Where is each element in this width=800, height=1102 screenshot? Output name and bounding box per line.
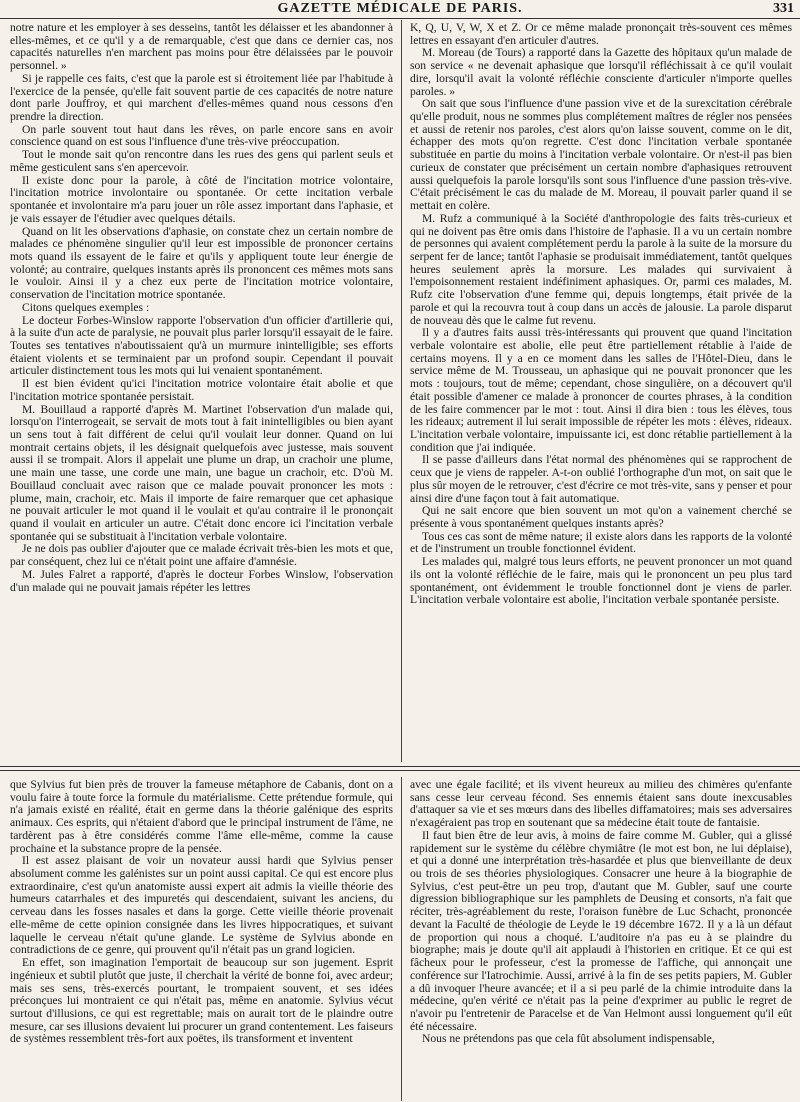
paragraph: K, Q, U, V, W, X et Z. Or ce même malade prononçait très-souvent ces mêmes lettres en essayant d'en articuler d'autres.: [410, 22, 792, 47]
paragraph: notre nature et les employer à ses desseins, tantôt les délaisser et les abandonner à elles-mêmes, et ce qu'il y a de remarquable, c'est que dans ce dernier cas, nos capacités naturelles n'en marchent pas moins pour être délaissées par le pouvoir personnel. »: [10, 22, 393, 73]
paragraph: que Sylvius fut bien près de trouver la fameuse métaphore de Cabanis, dont on a voulu faire à toute force la formule du matérialisme. Cette prétendue formule, qui n'a jamais existé en réalité, était en germe dans la théorie galénique des esprits animaux. Ces esprits, qui n'étaient d'abord que le principal instrument de l'âme, ne tardèrent pas à être considérés comme l'âme elle-même, comme la cause prochaine et la substance propre de la pensée.: [10, 779, 393, 855]
upper-right-column: [410, 22, 792, 760]
paragraph: avec une égale facilité; et ils vivent heureux au milieu des chimères qu'enfante sans cesse leur cerveau fécond. Ses ennemis étaient sans doute inexcusables d'attaquer sa vie et ses mœurs dans des libelles diffamatoires; mais ses adversaires n'exagéraient pas trop en soutenant que sa médecine était toute de fantaisie.: [410, 779, 792, 830]
paragraph: Les malades qui, malgré tous leurs efforts, ne peuvent prononcer un mot quand ils ont la volonté réfléchie de le faire, mais qui le prononcent un peu plus tard spontanément, ont évidemment le trouble fonctionnel dont je viens de parler. L'incitation verbale volontaire est abolie, l'incitation verbale spontanée persiste.: [410, 555, 792, 607]
paragraph: Il est assez plaisant de voir un novateur aussi hardi que Sylvius penser absolument comme les galénistes sur un point aussi capital. Ce qui est encore plus extraordinaire, c'est qu'un anatomiste aussi expert ait admis la vieille théorie des humeurs catarrhales et des impuretés qui descendaient, suivant les anciens, du cerveau dans les fosses nasales et dans la gorge. Cette vieille théorie provenait elle-même de cette opinion consignée dans les livres hippocratiques, et suivant laquelle le cerveau n'était qu'une glande. Le système de Sylvius abonde en contradictions de ce genre, qui prouvent qu'il n'était pas un grand logicien.: [10, 854, 393, 957]
feuilleton-rule-top: [0, 766, 800, 767]
lower-left-column: [10, 779, 393, 1100]
feuilleton-rule-bottom: [0, 770, 800, 771]
paragraph: Nous ne prétendons pas que cela fût absolument indispensable,: [422, 1032, 715, 1046]
paragraph: Citons quelques exemples :: [22, 300, 150, 314]
paragraph: En effet, son imagination l'emportait de beaucoup sur son jugement. Esprit ingénieux et subtil plutôt que juste, il cherchait la vérité de bonne foi, avec ardeur; mais ses sens, très-exercés pourtant, le trompaient souvent, et ses idées préconçues lui montraient ce qui n'était pas, même en anatomie. Sylvius vécut surtout d'illusions, ce qui est regrettable; mais on aurait tort de le plaindre outre mesure, car ses illusions devaient lui procurer un grand contentement. Les faiseurs de systèmes ressemblent très-fort aux poëtes, ils transforment et inventent: [10, 956, 393, 1046]
column-divider-top: [401, 20, 402, 762]
paragraph: M. Bouillaud a rapporté d'après M. Martinet l'observation d'un malade qui, lorsqu'on l'interrogeait, se servait de mots tout à fait inintelligibles ou bien ayant un sens tout à fait différent de celui qu'il voulait leur donner. Quand on lui montrait certains objets, il les désignait quelquefois avec justesse, mais souvent aussi il se trompait. Alors il appelait une plume un drap, un crachoir une plume, une main une tasse, une corde une main, une bague un crachoir, etc. D'où M. Bouillaud concluait avec raison que ce malade pouvait prononcer les mots : plume, main, crachoir, etc. Mais il importe de faire remarquer que cet aphasique ne pouvait articuler le mot quand il le voulait et qu'au contraire il le prononçait quand il voulait en articuler un autre. C'était donc encore ici l'incitation verbale spontanée qui se substituait à l'incitation verbale volontaire.: [10, 402, 393, 543]
paragraph: On parle souvent tout haut dans les rêves, on parle encore sans en avoir conscience quand on est sous l'influence d'une très-vive préoccupation.: [10, 122, 393, 149]
journal-title: GAZETTE MÉDICALE DE PARIS.: [277, 1, 523, 16]
paragraph: Qui ne sait encore que bien souvent un mot qu'on a vainement cherché se présente à vous spontanément quelques instants après?: [410, 504, 792, 531]
running-header: [0, 0, 800, 19]
page-number: 331: [773, 1, 794, 16]
paragraph: M. Rufz a communiqué à la Société d'anthropologie des faits très-curieux et qui ne doivent pas être omis dans l'histoire de l'aphasie. Il a vu un certain nombre de personnes qui avaient complétement perdu la parole à la suite de la morsure du serpent fer de lance; tantôt l'aphasie se produisait immédiatement, tantôt quelques heures seulement après la morsure. Les malades qui survivaient à l'empoisonnement restaient indéfiniment aphasiques. Or, parmi ces malades, M. Rufz cite l'observation d'une femme qui, depuis longtemps, était privée de la parole et qui la recouvra tout à coup dans un accès de jalousie. La parole disparut de nouveau dès que le calme fut revenu.: [410, 211, 792, 327]
paragraph: Il faut bien être de leur avis, à moins de faire comme M. Gubler, qui a glissé rapidement sur le système du célèbre chymiâtre (le mot est bon, ne lui déplaise), et qui a donné une interprétation très-hasardée et plus que bienveillante de deux ou trois de ses théories physiologiques. Consacrer une heure à la biographie de Sylvius, c'est peut-être un peu trop, d'autant que M. Gubler, sauf une courte digression bibliographique sur les pamphlets de Deusing et consorts, n'a fait que réciter, très-agréablement du reste, l'oraison funèbre de Luc Schacht, prononcée devant la Faculté de théologie de Leyde le 19 décembre 1672. Il y a là un défaut de proportion qui nous a choqué. L'auditoire n'a pas eu à se plaindre du biographe; mais je doute qu'il ait applaudi à l'historien en critique. Et ce qui est fâcheux pour le professeur, c'est la promesse de l'affiche, qui annonçait une conférence sur l'Iatrochimie. Aussi, arrivé à la fin de ses petits papiers, M. Gubler a dû invoquer l'heure avancée; et il a si peu parlé de la chimie introduite dans la médecine, qu'en vérité ce n'était pas la peine d'exprimer au public le regret de n'avoir pu l'entretenir de Paracelse et de Van Helmont aussi longuement qu'il eût été nécessaire.: [410, 828, 792, 1033]
paragraph: Si je rappelle ces faits, c'est que la parole est si étroitement liée par l'habitude à l'exercice de la pensée, qu'elle fait souvent partie de ces capacités de notre nature dont parle Jouffroy, et qui marchent d'elles-mêmes quand nous cessons d'en prendre la direction.: [10, 71, 393, 124]
upper-left-column: [10, 22, 393, 760]
column-divider-bottom: [401, 777, 402, 1101]
lower-right-column: [410, 779, 792, 1100]
paragraph: Le docteur Forbes-Winslow rapporte l'observation d'un officier d'artillerie qui, à la suite d'un acte de paralysie, ne pouvait plus parler lorsqu'il essayait de le faire. Toutes ses tentatives n'aboutissaient qu'à un murmure inintelligible; ses efforts étaient violents et se terminaient par un profond soupir. Cependant il pouvait articuler distinctement tous les mots qui lui venaient spontanément.: [10, 313, 393, 378]
paragraph: Je ne dois pas oublier d'ajouter que ce malade écrivait très-bien les mots et que, par conséquent, chez lui ce n'était point une affaire d'amnésie.: [10, 542, 393, 569]
paragraph: Tout le monde sait qu'on rencontre dans les rues des gens qui parlent seuls et même gesticulent sans s'en apercevoir.: [10, 148, 393, 174]
paragraph: Il existe donc pour la parole, à côté de l'incitation motrice volontaire, l'incitation motrice involontaire ou spontanée. Or cette incitation verbale spontanée et involontaire m'a paru jouer un rôle assez important dans l'aphasie, et je vais essayer de l'étudier avec quelques détails.: [10, 173, 393, 225]
paragraph: Il y a d'autres faits aussi très-intéressants qui prouvent que quand l'incitation verbale volontaire est abolie, elle peut être partiellement rétablie à l'aide de certains moyens. Il y a en ce moment dans les salles de l'Hôtel-Dieu, dans le service même de M. Trousseau, un aphasique qui ne pouvait prononcer que les mots : toujours, tout de même; cependant, chose singulière, on a découvert qu'il était possible d'amener ce malade à prononcer de courtes phrases, à la condition de les faire commencer par le mot : tout. Ainsi il dira bien : tous les élèves, tous les rideaux; autrement il lui serait impossible de répéter les mots : élèves, rideaux. L'incitation verbale volontaire, impuissante ici, est donc rétablie partiellement à la condition que j'ai indiquée.: [410, 326, 792, 454]
paragraph: Quand on lit les observations d'aphasie, on constate chez un certain nombre de malades ce phénomène singulier qu'il leur est impossible de prononcer certains mots quand ils essayent de le faire et qu'ils y appliquent toute leur énergie de volonté; au contraire, quelques instants après ils prononcent ces mêmes mots sans le vouloir. Ainsi il y a chez eux perte de l'incitation motrice volontaire, conservation de l'incitation motrice spontanée.: [10, 224, 393, 302]
paragraph: M. Moreau (de Tours) a rapporté dans la Gazette des hôpitaux qu'un malade de son service « ne devenait aphasique que lorsqu'il réfléchissait à ce qu'il voulait dire, lorsqu'il avait la volonté réfléchie consciente d'articuler n'importe quelles paroles. »: [410, 46, 792, 98]
paragraph: Il est bien évident qu'ici l'incitation motrice volontaire était abolie et que l'incitation motrice spontanée persistait.: [10, 377, 393, 403]
paragraph: On sait que sous l'influence d'une passion vive et de la surexcitation cérébrale qu'elle produit, nous ne sommes plus complétement maîtres de régler nos pensées et aussi de retenir nos paroles, c'est alors qu'on laisse souvent, comme on le dit, échapper des mots qu'on regrette. C'est donc l'incitation verbale spontanée substituée en partie du moins à l'incitation verbale volontaire. Or n'est-il pas bien curieux de constater que précisément un certain nombre d'aphasiques retrouvent aussi quelquefois la parole lorsqu'ils sont sous l'influence d'une passion très-vive. C'était précisément le cas du malade de M. Moreau, il pouvait parler quand il se mettait en colère.: [410, 97, 792, 213]
paragraph: M. Jules Falret a rapporté, d'après le docteur Forbes Winslow, l'observation d'un malade qui ne pouvait jamais répéter les lettres: [10, 567, 393, 594]
paragraph: Il se passe d'ailleurs dans l'état normal des phénomènes qui se rapprochent de ceux que je viens de rappeler. A-t-on oublié l'orthographe d'un mot, on sait que le plus sûr moyen de le retrouver, c'est d'écrire ce mot très-vite, sans y penser et pour ainsi dire d'une façon tout à fait automatique.: [410, 453, 792, 505]
paragraph: Tous ces cas sont de même nature; il existe alors dans les rapports de la volonté et de l'instrument un trouble fonctionnel évident.: [410, 529, 792, 556]
